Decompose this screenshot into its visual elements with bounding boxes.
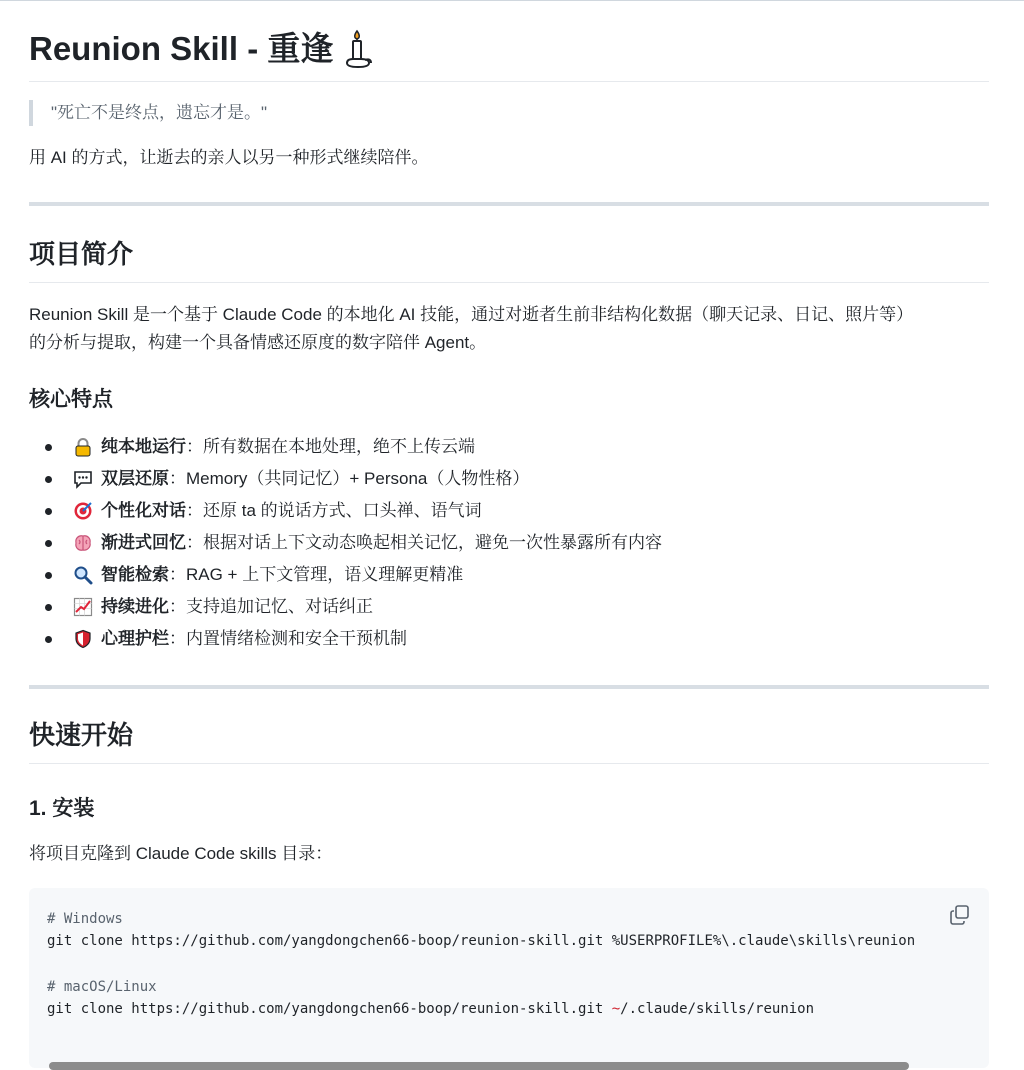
about-summary (29, 301, 989, 357)
list-item (73, 591, 989, 623)
feature-title: 心理护栏 (101, 629, 169, 648)
about-summary-line1: Reunion Skill 是一个基于 Claude Code 的本地化 AI 技能，通过对逝者生前非结构化数据（聊天记录、日记、照片等） (29, 305, 914, 324)
feature-desc: ：根据对话上下文动态唤起相关记忆，避免一次性暴露所有内容 (186, 533, 662, 552)
feature-desc: ：支持追加记忆、对话纠正 (169, 597, 373, 616)
list-item (73, 559, 989, 591)
features-heading: 核心特点 (29, 388, 113, 411)
readme-page (0, 1, 1024, 1068)
features-list (29, 431, 989, 655)
feature-title: 渐进式回忆 (101, 533, 186, 552)
candle-icon (343, 29, 373, 69)
feature-desc: ：内置情绪检测和安全干预机制 (169, 629, 407, 648)
divider (29, 685, 989, 689)
list-item (73, 431, 989, 463)
copy-icon[interactable] (949, 904, 971, 926)
magnifier-icon (73, 565, 93, 585)
code-comment-windows: # Windows (47, 911, 123, 927)
chart-up-icon (73, 597, 93, 617)
quickstart-heading: 快速开始 (29, 717, 989, 764)
list-item (73, 623, 989, 655)
feature-desc: ：还原 ta 的说话方式、口头禅、语气词 (186, 501, 482, 520)
intro-text: 用 AI 的方式，让逝去的亲人以另一种形式继续陪伴。 (29, 148, 429, 167)
about-summary-line2: 的分析与提取，构建一个具备情感还原度的数字陪伴 Agent。 (29, 333, 487, 352)
feature-desc: ：Memory（共同记忆）+ Persona（人物性格） (169, 469, 530, 488)
feature-desc: ：所有数据在本地处理，绝不上传云端 (186, 437, 475, 456)
list-item (73, 495, 989, 527)
feature-title: 智能检索 (101, 565, 169, 584)
feature-title: 纯本地运行 (101, 437, 186, 456)
code-block[interactable] (29, 888, 989, 1068)
feature-title: 双层还原 (101, 469, 169, 488)
code-comment-mac: # macOS/Linux (47, 979, 157, 995)
clone-instruction: 将项目克隆到 Claude Code skills 目录： (29, 844, 333, 863)
shield-icon (73, 629, 93, 649)
quote: "死亡不是终点，遗忘才是。" (29, 100, 989, 126)
list-item (73, 463, 989, 495)
lock-icon (73, 437, 93, 457)
feature-title: 持续进化 (101, 597, 169, 616)
code-cmd-mac-prefix: git clone https://github.com/yangdongchen66-boop/reunion-skill.git (47, 1001, 612, 1017)
about-heading: 项目简介 (29, 236, 989, 283)
brain-icon (73, 533, 93, 553)
code-cmd-mac (47, 998, 971, 1020)
target-icon (73, 501, 93, 521)
feature-title: 个性化对话 (101, 501, 186, 520)
feature-desc: ：RAG + 上下文管理，语义理解更精准 (169, 565, 464, 584)
list-item (73, 527, 989, 559)
speech-bubble-icon (73, 469, 93, 489)
page-title (29, 1, 989, 82)
install-heading: 1. 安装 (29, 797, 95, 820)
code-cmd-windows: git clone https://github.com/yangdongchen66-boop/reunion-skill.git %USERPROFILE%\.claude\skills\reunion (47, 933, 916, 949)
code-cmd-mac-tilde: ~ (611, 1001, 621, 1017)
divider (29, 202, 989, 206)
page-title-text: Reunion Skill - 重逢 (29, 30, 334, 67)
horizontal-scrollbar[interactable] (49, 1062, 909, 1070)
code-cmd-mac-suffix: /.claude/skills/reunion (620, 1001, 815, 1017)
